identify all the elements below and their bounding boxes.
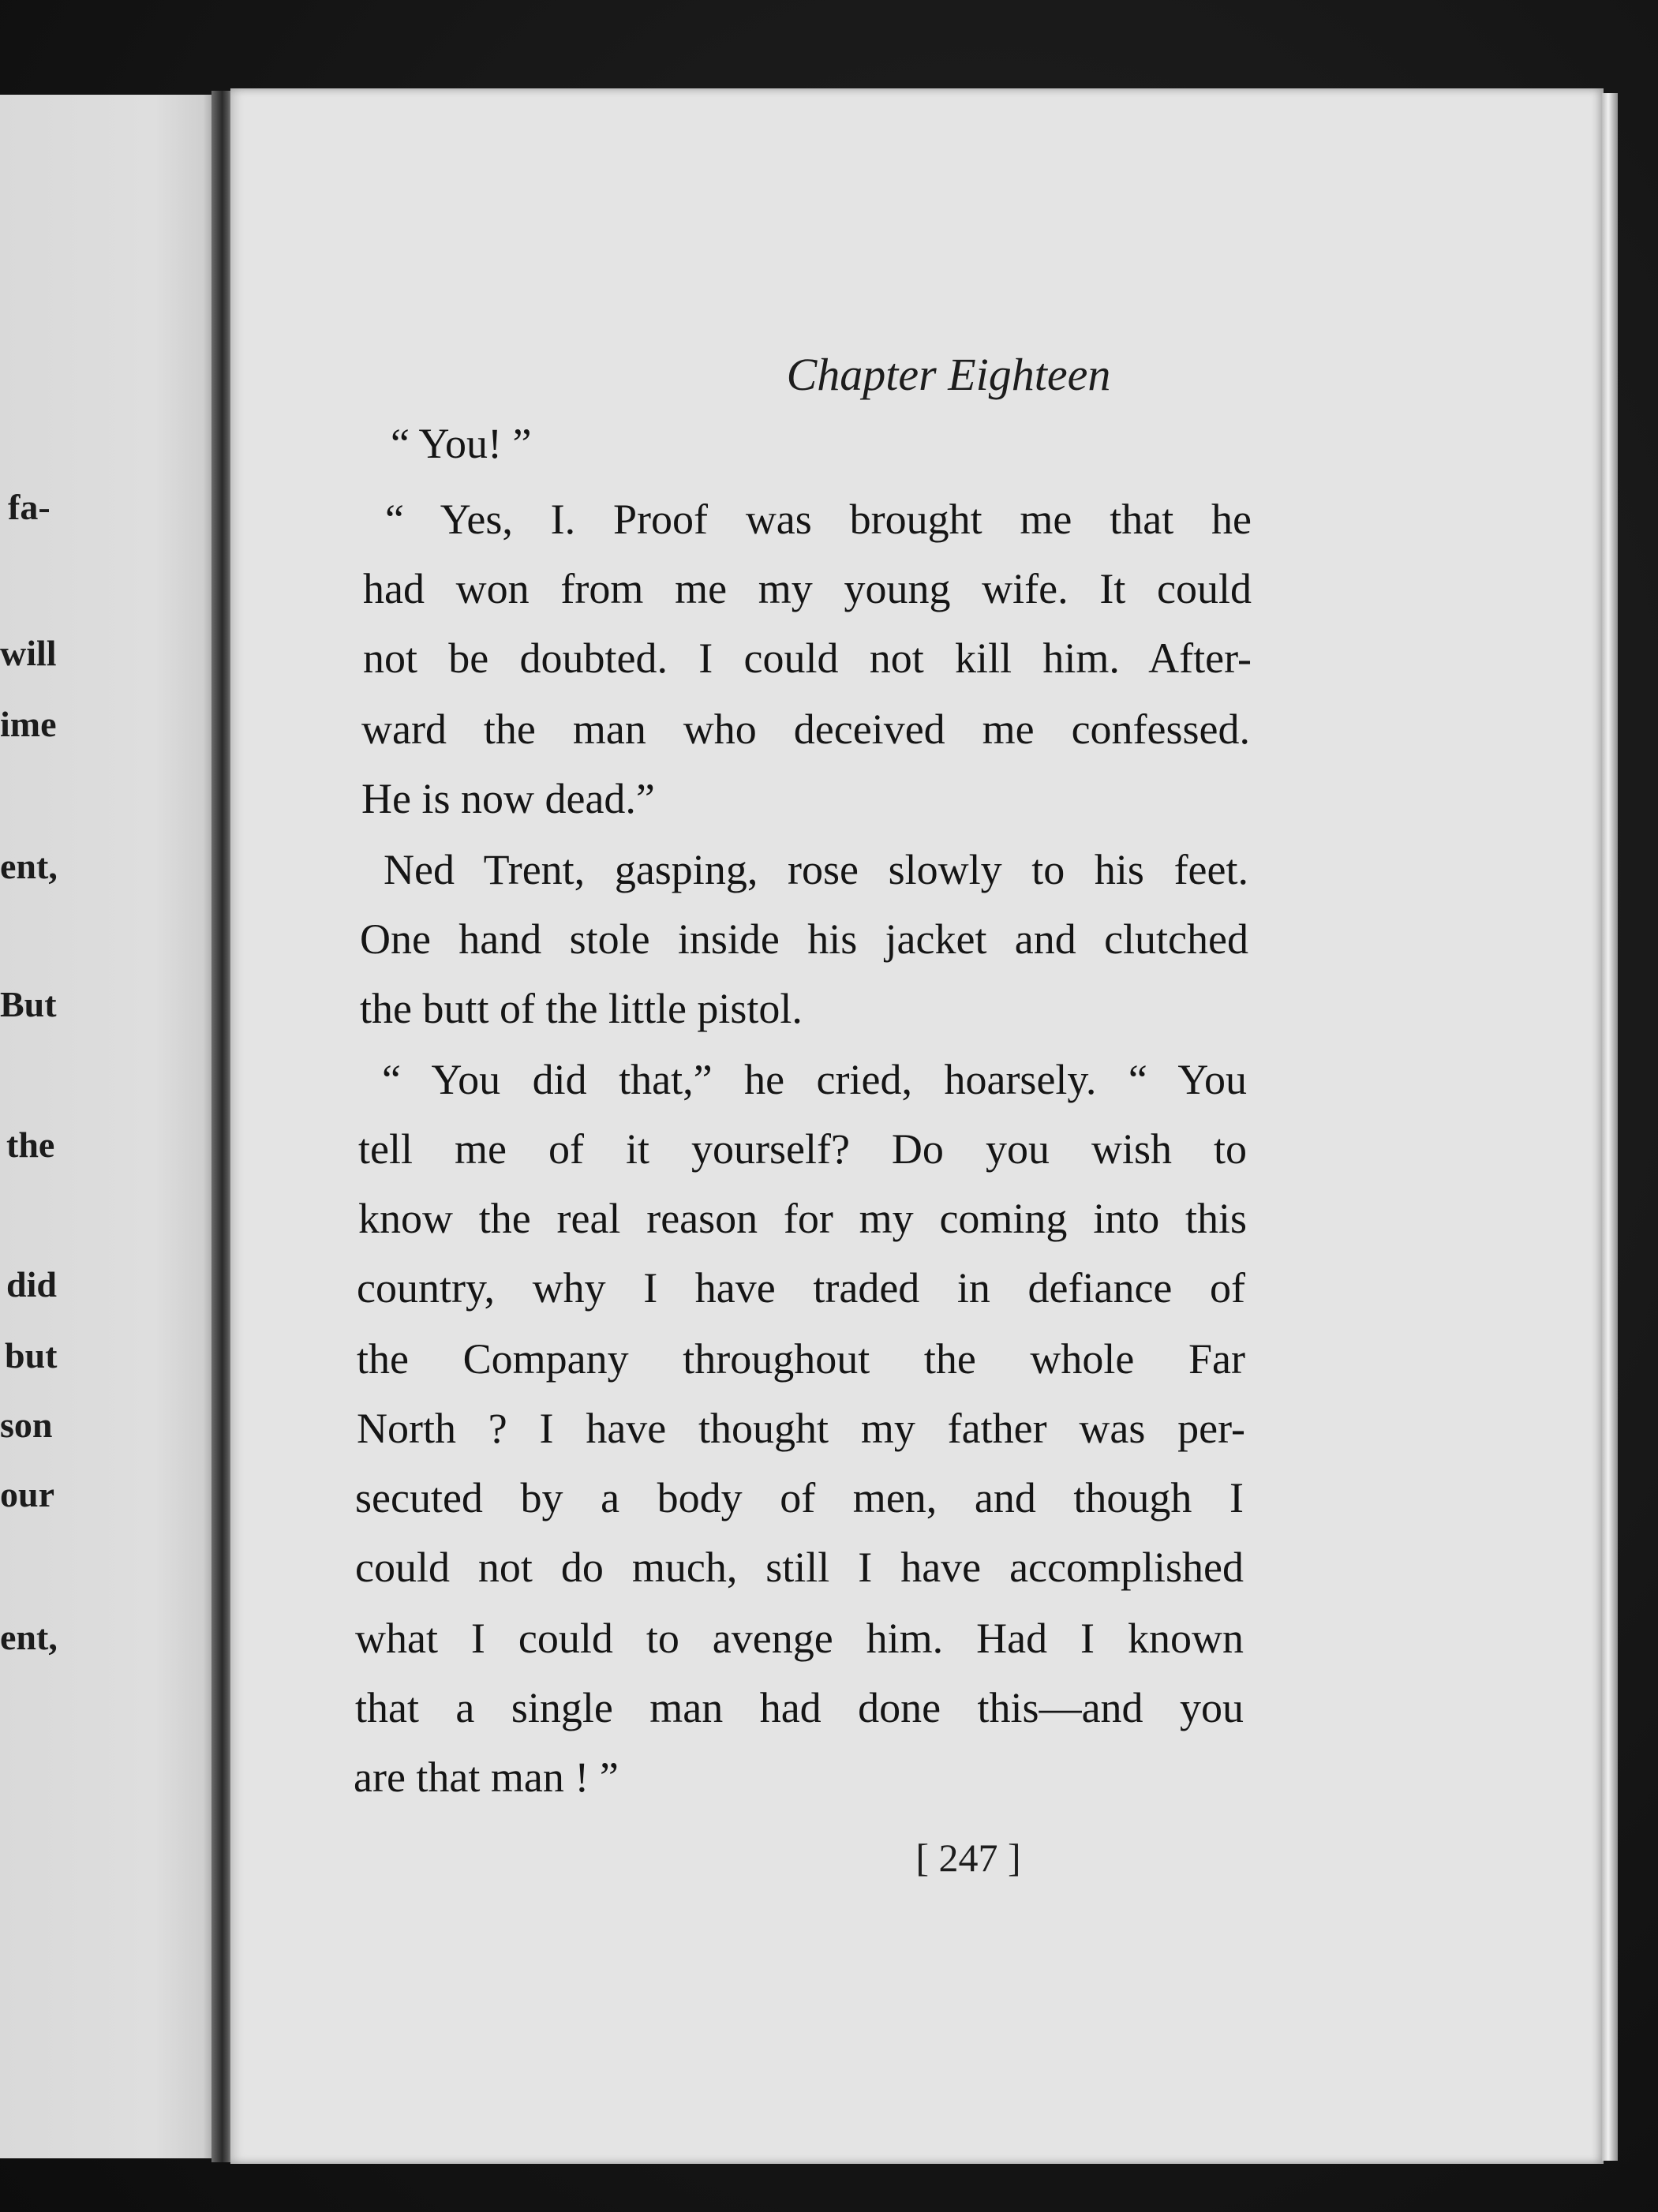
text-line: One hand stole inside his jacket and clutched (360, 915, 1248, 963)
left-page-fragment: did (6, 1264, 57, 1304)
text-line: are that man ! ” (354, 1754, 619, 1801)
text-line: ward the man who deceived me confessed. (361, 706, 1250, 753)
left-page-fragment: our (0, 1474, 54, 1514)
left-page-fragment: ime (0, 704, 57, 744)
text-line: “ Yes, I. Proof was brought me that he (385, 496, 1252, 543)
text-line: “ You! ” (391, 420, 532, 467)
left-page-fragment: fa- (8, 487, 51, 527)
left-page-fragment: But (0, 984, 57, 1024)
text-line: could not do much, still I have accomplished (355, 1544, 1244, 1591)
left-page-fragment: ent, (0, 846, 58, 886)
text-line: what I could to avenge him. Had I known (355, 1615, 1244, 1662)
text-line: North ? I have thought my father was per- (357, 1405, 1245, 1452)
left-page-fragment: will (0, 633, 57, 673)
page-edge (1602, 93, 1618, 2161)
text-line: “ You did that,” he cried, hoarsely. “ You (382, 1056, 1247, 1103)
text-line: country, why I have traded in defiance of (357, 1264, 1245, 1312)
text-line: know the real reason for my coming into this (358, 1195, 1247, 1242)
running-head: Chapter Eighteen (786, 349, 1111, 400)
page-number: [ 247 ] (915, 1836, 1021, 1880)
text-line: tell me of it yourself? Do you wish to (358, 1125, 1247, 1173)
text-line: the butt of the little pistol. (360, 985, 803, 1032)
left-page-fragment: ent, (0, 1617, 58, 1657)
left-page-fragment: son (0, 1405, 53, 1445)
left-page-fragment: the (6, 1125, 55, 1165)
left-page-fragment: but (5, 1335, 58, 1375)
text-line: secuted by a body of men, and though I (355, 1474, 1244, 1521)
text-line: had won from me my young wife. It could (363, 565, 1252, 612)
text-line: that a single man had done this—and you (355, 1684, 1244, 1731)
text-line: not be doubted. I could not kill him. After- (363, 634, 1252, 682)
text-line: He is now dead.” (361, 775, 655, 822)
text-line: the Company throughout the whole Far (357, 1335, 1245, 1383)
text-line: Ned Trent, gasping, rose slowly to his feet. (384, 846, 1248, 893)
